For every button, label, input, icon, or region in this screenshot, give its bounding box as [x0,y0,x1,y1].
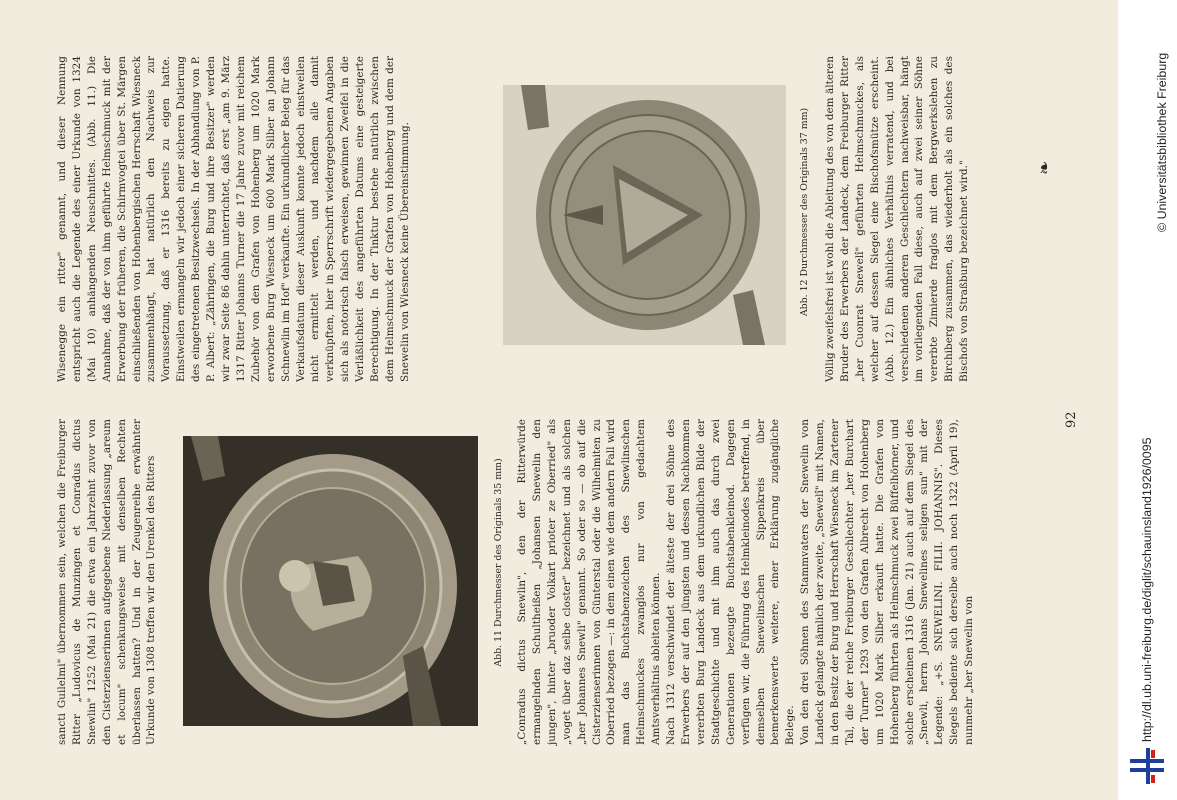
paragraph: sancti Guilelmi" übernommen sein, welchen die Freiburger Ritter „Ludovicus de Munzingen et Conradus dictus Snewlin" 1252 (Mai 21) die etwa ein Jahrzehnt zuvor von den Cisterzienserinnen aufgegebene Niederlassung „areum et locum" schenkungsweise mit denselben Rechten überlassen hatten? Und in der Zeugenreihe erwähnter Urkunde von 1308 treffen wir den Urenkel des Ritters [56,419,158,745]
fleuron-ornament: ❧ [1035,160,1055,175]
library-sidebar [1118,0,1177,800]
paragraph: Wisenegge ein ritter" genannt, und dieser Nennung entspricht auch die Legende des einer Urkunde von 1324 (Mai 10) anhängenden Neuschnittes. (Abb. 11.) Die Annahme, daß der von ihm geführte Helmschmuck mit der Erwerbung der früheren, die Schirmvogtei über St. Märgen einschließenden von Hohenbergischen Herrschaft Wiesneck zusammenhängt, hat natürlich den Nachweis zur Voraussetzung, daß er 1316 bereits zu eigen hatte. Einstweilen ermangeln wir jedoch einer sicheren Datierung des eingetretenen Besitzwechsels. In der Abhandlung von P. P. Albert: „Zähringen, die Burg und ihre Besitzer" werden wir zwar Seite 86 dahin unterrichtet, daß erst „am 9. März 1317 Ritter Johanns Turner die 17 Jahre zuvor mit reichem Zubehör von den Grafen von Hohenberg um 1020 Mark erworbene Burg Wiesneck um 600 Mark Silber an Johann Schnewlin im Hof" verkaufte. Ein urkundlicher Beleg für das Verkaufsdatum dieser Auskunft konnte jedoch einstweilen nicht ermittelt werden, und nachdem alle damit verknüpften, hier in Sperrschrift wiedergegebenen Angaben sich als notorisch falsch erweisen, gewinnen Zweifel in die Verläßlichkeit des angeführten Datums eine gesteigerte Berechtigung. In der Tinktur bestehe natürlich zwischen dem Helmschmuck der Grafen von Hohenberg und dem der Snewelin von Wiesneck keine Übereinstimmung. [56,56,411,382]
university-library-logo-icon [1130,748,1164,784]
text-column-right-bottom [823,56,1038,382]
caption-abb-12: Abb. 12 Durchmesser des Originals 37 mm) [799,107,810,317]
seal-photo-abb-11 [183,436,478,726]
text-column-right-top [55,56,485,382]
copyright-notice: © Universitätsbibliothek Freiburg [1155,52,1169,232]
seal-photo-abb-12 [503,85,786,345]
source-url[interactable]: http://dl.ub.uni-freiburg.de/diglit/schauinsland1926/0095 [1140,437,1154,742]
page-number: 92 [1064,411,1079,428]
text-column-left-top [55,419,175,745]
paragraph: „Conradus dictus Snewlin", den der Ritterwürde ermangelnden Schultheißen „Johansen Snewelin den jungen", hinter „bruoder Volkart prioter ze Oberried" als „voget über daz selbe closter" bezeichnet und als solchen „her Johannes Snewli" genannt. So oder so — ob auf die Cisterzienserinnen von Günterstal oder die Wilhelmiten zu Oberried bezogen —: in dem einen wie dem andern Fall wird man das Buchstabenzeichen des Snewlinschen Helmschmuckes zwanglos nur von gedachtem Amtsverhältnis ableiten können. Nach 1312 verschwindet der älteste der drei Söhne des Erwerbers der auf den jüngsten und dessen Nachkommen vererbten Burg Landeck aus dem urkundlichen Bilde der Stadtgeschichte und mit ihm auch das durch zwei Generationen bezeugte Buchstabenkleinod. Dagegen verfügen wir, die Führung des Helmkleinodes betreffend, in demselben Snewelinschen Sippenkreis über bemerkenswerte weitere, einer Erklärung zugängliche Belege. Von den drei Söhnen des Stammvaters der Snewelin von Landeck gelangte nämlich der zweite, „Snewelî" mit Namen, in den Besitz der Burg und Herrschaft Wiesneck im Zartener Tal, die der reiche Freiburger Geschlechter „her Burchart der Turner" 1293 von den Grafen Albrecht von Hohenberg um 1020 Mark Silber erkauft hatte. Die Grafen von Hohenberg führten als Helmschmuck zwei Büffelhörner, und solche erscheinen 1316 (Jan. 21) auch auf dem Siegel des „Snewli, herrn Johans Snewelines seligen sun" mit der Legende: „+S. SNEWELINI. FILII. JOHANNIS". Dieses Siegels bediente sich derselbe auch noch 1322 (April 19), nunmehr „her Snewelin von [516,419,976,745]
text-column-left-bottom [515,419,1060,745]
paragraph: Völlig zweifelsfrei ist wohl die Ableitung des von dem älteren Bruder des Erwerbers der Landeck, dem Freiburger Ritter „her Cuonrat Snewelî" geführten Helmschmuckes, als welcher auf dessen Siegel eine Bischofsmütze erscheint. (Abb. 12.) Ein ähnliches Verhältnis verratend, und bei verschiedenen anderen Geschlechtern nachweisbar, hängt im vorliegenden Fall diese, auch auf zwei seiner Söhne vererbte Zimierde fraglos mit dem Bergwerkslehen zu Birchiberg zusammen, das wiederholt als ein solches des Bischofs von Straßburg bezeichnet wird." [824,56,971,382]
caption-abb-11: Abb. 11 Durchmesser des Originals 35 mm) [493,458,504,667]
